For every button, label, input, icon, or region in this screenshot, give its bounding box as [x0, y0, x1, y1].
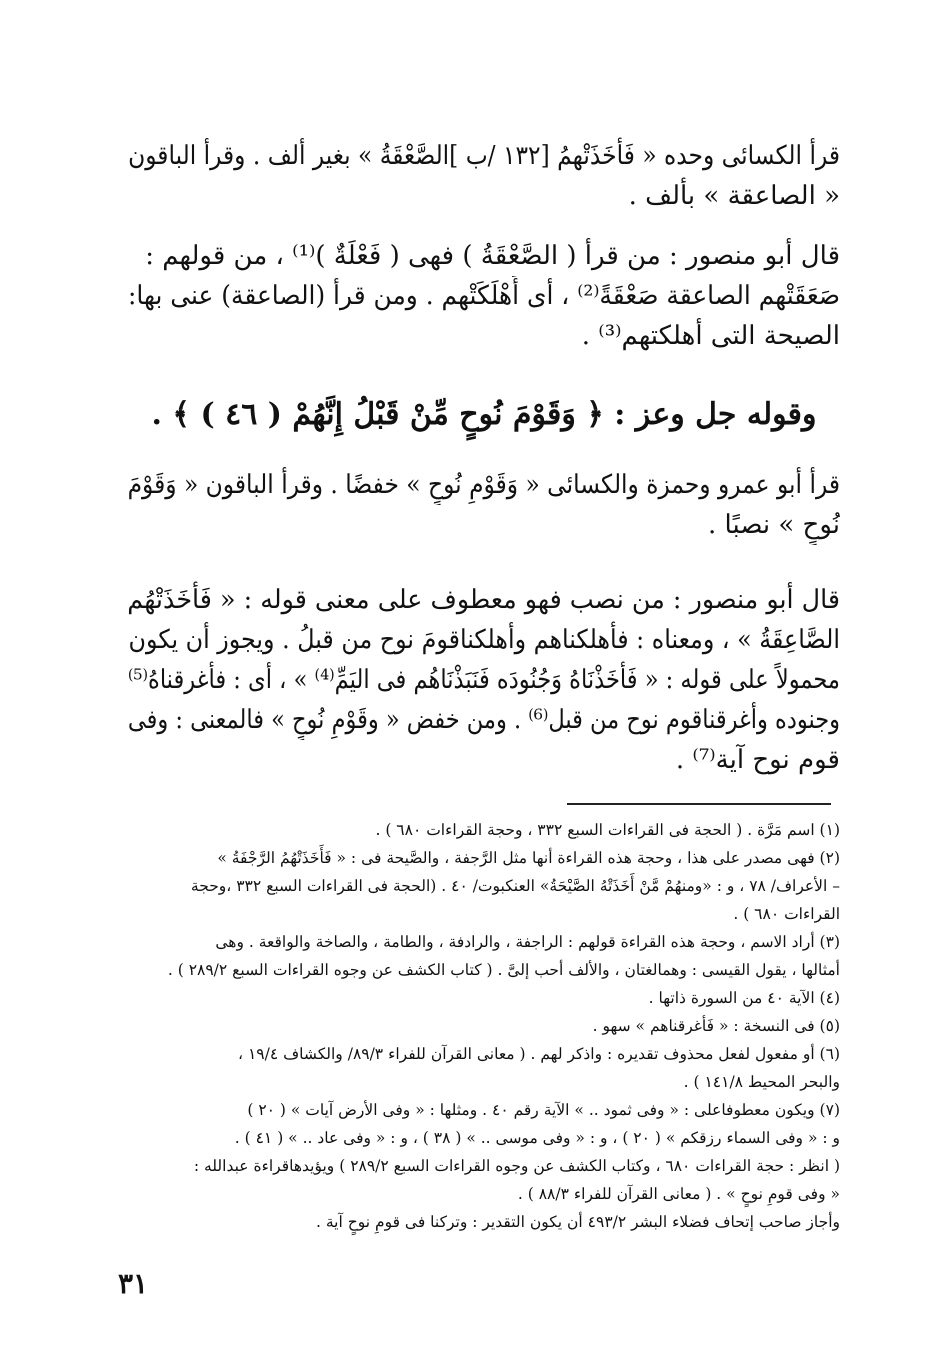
text-line: قرأ أبو عمرو وحمزة والكسائى « وَقَوْمِ نُوحٍ » خفضًا . وقرأ الباقون « وَقَوْمَ: [127, 470, 840, 500]
footnote-line: (٥) فى النسخة : « فَأغرقناهم » سهو .: [592, 1017, 840, 1035]
footnote-line: (٣) أراد الاسم ، وحجة هذه القراءة قولهم : الراجفة ، والرادفة ، والطامة ، والصاخة والواقعة . وهى: [215, 933, 840, 951]
footnote-line: و : « وفى السماء رزقكم » ( ٢٠ ) ، و : « وفى موسى .. » ( ٣٨ ) ، و : « وفى عاد .. » ( ٤١ ) .: [234, 1129, 840, 1147]
text-line: قوم نوح آية⁽⁷⁾ .: [675, 745, 840, 775]
text-line: قال أبو منصور : من نصب فهو معطوف على معنى قوله : « فَأَخَذَتْهُم: [127, 585, 840, 615]
footnote-line: أمثالها ، يقول القيسى : وهمالغتان ، والألف أحب إلىَّ . ( كتاب الكشف عن وجوه القراءات السبع ٢٨٩/٢ ) .: [167, 961, 840, 979]
footnote-line: (٤) الآية ٤٠ من السورة ذاتها .: [648, 989, 840, 1007]
footnote-line: وأجاز صاحب إتحاف فضلاء البشر ٤٩٣/٢ أن يكون التقدير : وتركنا فى قومِ نوحٍ آية .: [316, 1213, 840, 1231]
footnote-line: (١) اسم مَرَّة . ( الحجة فى القراءات السبع ٣٣٢ ، وحجة القراءات ٦٨٠ ) .: [375, 821, 840, 839]
footnote-line: والبحر المحيط ١٤١/٨ ) .: [683, 1073, 840, 1091]
text-line: محمولاً على قوله : « فَأَخَذْنَاهُ وَجُنُودَه فَنَبَذْنَاهُم فى اليَمِّ⁽⁴⁾ » ، أى : فأغرقناهُ⁽⁵⁾: [128, 665, 840, 695]
quran-verse: وقوله جل وعز : ﴿ وَقَوْمَ نُوحٍ مِّنْ قَبْلُ إِنَّهُمْ ( ٤٦ ) ﴾ .: [151, 397, 817, 432]
text-line: الصيحة التى أهلكتهم⁽³⁾ .: [581, 321, 840, 351]
footnote-line: – الأعراف/ ٧٨ ، و : «ومنهُمْ مَّنْ أَخَذَتْهُ الصَّيْحَةُ» العنكبوت/ ٤٠ . (الحجة فى القراءات السبع ٣٣٢ ،وحجة: [190, 877, 840, 895]
footnotes: [128, 816, 840, 1236]
text-line: الصَّاعِقَةُ » ، ومعناه : فأهلكناهم وأهلكناقومَ نوح من قبلُ . ويجوز أن يكون: [128, 625, 840, 655]
text-line: صَعَقَتْهم الصاعقة صَعْقَةً⁽²⁾ ، أى أَهْلَكَتْهم . ومن قرأ (الصاعقة) عنى بها:: [128, 281, 840, 311]
footnote-line: القراءات ٦٨٠ ) .: [733, 905, 840, 923]
paragraph-3: [128, 465, 840, 545]
paragraph-2: [128, 236, 840, 356]
footnote-line: ( انظر : حجة القراءات ٦٨٠ ، وكتاب الكشف عن وجوه القراءات السبع ٢٨٩/٢ ) ويؤيدهاقراءة عبدالله :: [193, 1157, 840, 1175]
footnote-line: (٧) ويكون معطوفاعلى : « وفى ثمود .. » الآية رقم ٤٠ . ومثلها : « وفى الأرض آيات » ( ٢٠ ): [247, 1101, 840, 1119]
footnote-line: « وفى قومِ نوحٍ » . ( معانى القرآن للفراء ٨٨/٣ ) .: [517, 1185, 840, 1203]
paragraph-1: [128, 136, 840, 216]
text-line: قال أبو منصور : من قرأ ( الصَّعْقَةُ ) فهى ( فَعْلَةٌ )⁽¹⁾ ، من قولهم :: [145, 241, 840, 271]
text-line: « الصاعقة » بألف .: [628, 181, 840, 211]
footnote-divider: [567, 803, 831, 805]
footnote-line: (٦) أو مفعول لفعل محذوف تقديره : واذكر لهم . ( معانى القرآن للفراء ٨٩/٣/ والكشاف ١٩/٤ ،: [238, 1045, 840, 1063]
page-number: ٣١: [118, 1267, 149, 1300]
paragraph-4: [128, 580, 840, 780]
text-line: وجنوده وأغرقناقوم نوح من قبل⁽⁶⁾ . ومن خفض « وقَوْمِ نُوحٍ » فالمعنى : وفى: [128, 705, 840, 735]
footnote-line: (٢) فهى مصدر على هذا ، وحجة هذه القراءة أنها مثل الرَّجفة ، والصَّيحة فى : « فَأَخَذَتْهُمُ الرَّجْفَةُ »: [217, 849, 840, 867]
text-line: نُوحٍ » نصبًا .: [708, 510, 840, 540]
text-line: قرأ الكسائى وحده « فَأَخَذَتْهمُ [١٣٢ /ب ]الصَّعْقَةُ » بغير ألف . وقرأ الباقون: [128, 141, 840, 171]
